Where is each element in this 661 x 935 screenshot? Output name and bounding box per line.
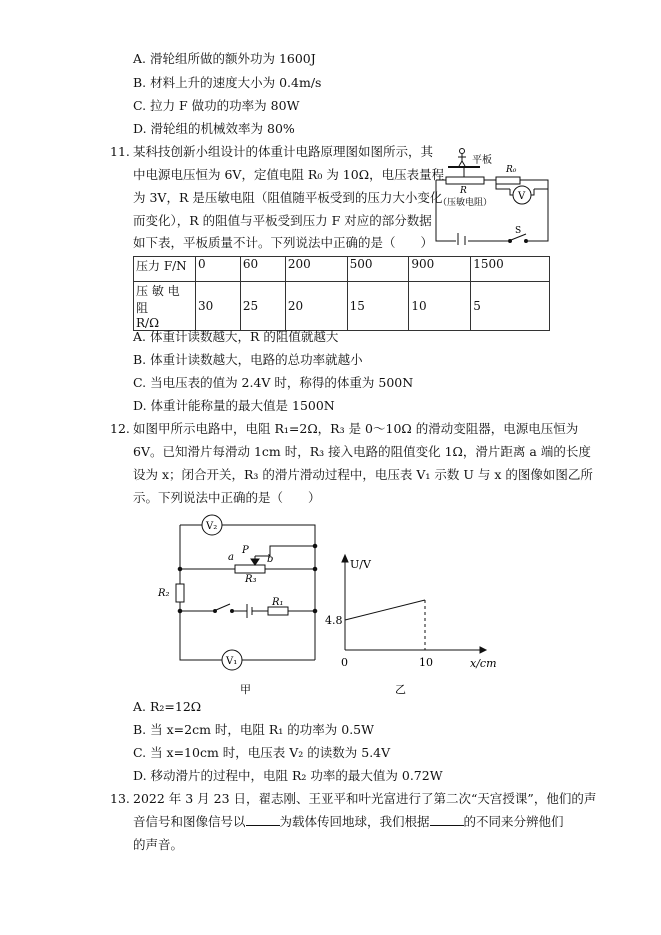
q13-text: 音信号和图像信号以 (133, 814, 246, 829)
q12-fig-caption-yi: 乙 (395, 683, 406, 696)
q11-fig-voltmeter-label: V (518, 191, 526, 202)
table-cell: 500 (347, 257, 409, 282)
table-cell: 60 (240, 257, 285, 282)
q12-fig-b-label: b (267, 554, 274, 565)
q10-option-a[interactable]: A. 滑轮组所做的额外功为 1600J (133, 51, 316, 66)
q12-stem-line: 6V。已知滑片每滑动 1cm 时，R₃ 接入电路的阻值变化 1Ω，滑片距离 a 端的长度 (133, 444, 591, 459)
q11-stem-line: 某科技创新小组设计的体重计电路原理图如图所示，其 (133, 144, 434, 159)
table-cell: 0 (196, 257, 241, 282)
q11-option-d[interactable]: D. 体重计能称量的最大值是 1500N (133, 398, 335, 413)
q12-fig-v1-label: V₁ (226, 656, 238, 667)
q13-blank-2[interactable] (430, 813, 464, 826)
q11-stem-line: 中电源电压恒为 6V，定值电阻 R₀ 为 10Ω，电压表量程 (133, 167, 445, 182)
q11-data-table (133, 256, 550, 331)
q13-text: 为载体传回地球，我们根据 (279, 814, 430, 829)
table-cell: 10 (409, 282, 471, 331)
q11-fig-r-label: R (460, 186, 467, 196)
q11-stem-line: 为 3V，R 是压敏电阻（阻值随平板受到的压力大小变化 (133, 190, 443, 205)
q12-stem-line: 设为 x；闭合开关，R₃ 的滑片滑动过程中，电压表 V₁ 示数 U 与 x 的图像如图乙所 (133, 467, 593, 482)
table-row-label (134, 282, 196, 331)
q12-circuit-figure-jia (150, 510, 330, 700)
q10-option-b[interactable]: B. 材料上升的速度大小为 0.4m/s (133, 75, 322, 90)
q12-fig-p-label: P (242, 545, 249, 556)
q12-stem-line: 如图甲所示电路中，电阻 R₁=2Ω，R₃ 是 0～10Ω 的滑动变阻器，电源电压恒为 (133, 421, 579, 436)
table-row-label-line: 压 敏 电 阻 (136, 284, 180, 315)
q10-option-c[interactable]: C. 拉力 F 做功的功率为 80W (133, 98, 300, 113)
q12-option-c[interactable]: C. 当 x=10cm 时，电压表 V₂ 的读数为 5.4V (133, 745, 391, 760)
q12-option-a[interactable]: A. R₂=12Ω (133, 699, 202, 714)
q12-graph-ytick: 4.8 (325, 614, 343, 627)
table-cell: 900 (409, 257, 471, 282)
q11-option-a[interactable]: A. 体重计读数越大，R 的阻值就越大 (133, 329, 339, 344)
q11-fig-switch-label: S (515, 226, 522, 236)
table-row-label: 压力 F/N (134, 257, 196, 282)
q11-option-c[interactable]: C. 当电压表的值为 2.4V 时，称得的体重为 500N (133, 375, 414, 390)
table-cell: 15 (347, 282, 409, 331)
q11-fig-r0-label: R₀ (506, 165, 517, 175)
q11-fig-plate-label: 平板 (472, 155, 492, 166)
table-cell: 5 (471, 282, 550, 331)
q12-stem-line: 示。下列说法中正确的是（ ） (133, 490, 321, 505)
q12-graph-origin: 0 (341, 656, 348, 669)
q12-fig-caption-jia: 甲 (240, 683, 251, 696)
q13-stem-line: 2022 年 3 月 23 日，翟志刚、王亚平和叶光富进行了第二次“天宫授课”，他们的声 (133, 791, 597, 806)
q13-number: 13. (110, 791, 130, 806)
q12-fig-r1-label: R₁ (272, 597, 284, 608)
q11-circuit-figure (428, 145, 553, 245)
q12-number: 12. (110, 421, 130, 436)
q12-fig-a-label: a (228, 552, 234, 563)
q12-graph-yi (320, 550, 510, 700)
table-row-label-line: R/Ω (136, 316, 160, 330)
q12-fig-r3-label: R₃ (245, 574, 257, 585)
q12-option-b[interactable]: B. 当 x=2cm 时，电阻 R₁ 的功率为 0.5W (133, 722, 374, 737)
q11-fig-rdesc-label: （压敏电阻） (438, 198, 493, 208)
q12-graph-xlabel: x/cm (470, 657, 497, 670)
q12-fig-v2-label: V₂ (206, 521, 218, 532)
q12-fig-r2-label: R₂ (158, 588, 170, 599)
q11-option-b[interactable]: B. 体重计读数越大，电路的总功率就越小 (133, 352, 363, 367)
q13-blank-1[interactable] (246, 813, 280, 826)
table-cell: 20 (285, 282, 347, 331)
table-cell: 1500 (471, 257, 550, 282)
q12-option-d[interactable]: D. 移动滑片的过程中，电阻 R₂ 功率的最大值为 0.72W (133, 768, 443, 783)
q11-number: 11. (110, 144, 130, 159)
q13-stem-line (133, 813, 564, 831)
q12-graph-xtick: 10 (419, 656, 433, 669)
q13-stem-line: 的声音。 (133, 837, 184, 852)
q12-graph-ylabel: U/V (350, 558, 371, 571)
table-cell: 200 (285, 257, 347, 282)
q11-stem-line: 如下表，平板质量不计。下列说法中正确的是（ ） (133, 235, 434, 250)
q10-option-d[interactable]: D. 滑轮组的机械效率为 80% (133, 121, 295, 136)
q11-stem-line: 而变化），R 的阻值与平板受到压力 F 对应的部分数据 (133, 213, 432, 228)
q13-text: 的不同来分辨他们 (463, 814, 564, 829)
table-cell: 25 (240, 282, 285, 331)
table-cell: 30 (196, 282, 241, 331)
